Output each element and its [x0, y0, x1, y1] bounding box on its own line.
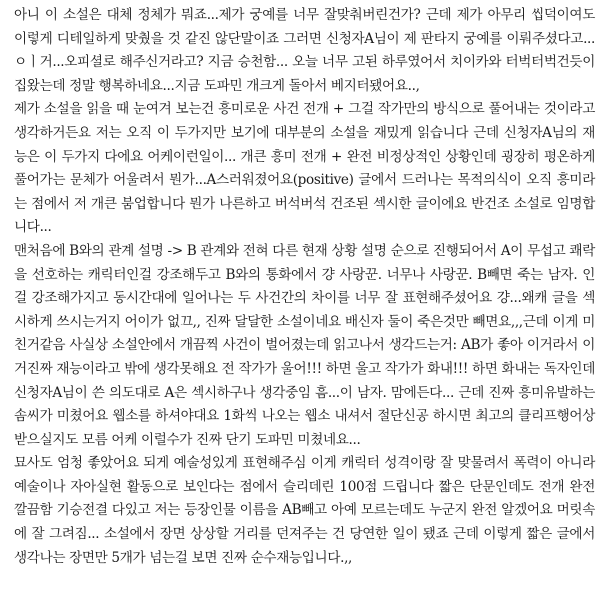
paragraph-plot-analysis: 맨처음에 B와의 관계 설명 -> B 관계와 전혀 다른 현재 상황 설명 순으로 진행되어서 A이 무섭고 쾌락을 선호하는 캐릭터인걸 강조해두고 B와의 통화에서 걍 사랑꾼. 너무나 사랑꾼. B빼면 죽는 남자. 인걸 강조해가지고 동시간대에 일어나는 두 사건간의 차이를 너무 잘 표현해주셨어요 걍...왜캐 글을 섹시하게 쓰시는거지 어이가 없끄,, 진짜 달달한 소설이네요 배신자 둘이 죽은것만 빼면요,,,근데 이게 미친거같음 사실상 소설안에서 개끔찍 사건이 벌어졌는데 읽고나서 생각드는거: AB가 좋아 이거라서 이거진짜 재능이라고 밖에 생각못해요 전 작가가 울어!!! 하면 울고 작가가 화내!!! 하면 화내는 독자인데 신청자A님이 쓴 의도대로 A은 섹시하구나 생각중임 흠...이 남자. 맘에든다... 근데 진짜 흥미유발하는 솜씨가 미쳤어요 웹소를 하셔야대요 1화씩 나오는 웹소 내셔서 절단신공 하시면 최고의 클리프행어상 받으실지도 모름 어케 이럴수가 진짜 단기 도파민 미쳤네요... [14, 242, 595, 448]
paragraph-description-praise: 묘사도 엄청 좋았어요 되게 예술성있게 표현해주심 이게 캐릭터 성격이랑 잘 맞물려서 폭력이 아니라 예술이나 자아실현 활동으로 보인다는 점에서 슬리데린 100점 드립니다 짧은 단문인데도 전개 완전 깔끔함 기승전결 다있고 저는 등장인물 이름을 AB빼고 아예 모르는데도 누군지 완전 알겠어요 머릿속에 잘 그려짐... 소설에서 장면 상상할 거리를 던져주는 건 당연한 일이 됐죠 근데 이렇게 짧은 글에서 생각나는 장면만 5개가 넘는걸 보면 진짜 순수재능입니다.,, [14, 455, 595, 566]
paragraph-writing-style: 제가 소설을 읽을 때 눈여겨 보는건 흥미로운 사건 전개 + 그걸 작가만의 방식으로 풀어내는 것이라고 생각하거든요 저는 오직 이 두가지만 보기에 대부분의 소설을 재밌게 읽습니다 근데 신청자A님의 재능은 이 두가지 다에요 어케이런일이... 개큰 흥미 전개 + 완전 비정상적인 상황인데 굉장히 평온하게 풀어가는 문체가 어울려서 뭔가...A스러워졌어요(positive) 글에서 드러나는 목적의식이 오직 흥미라는 점에서 저 개큰 붐업합니다 뭔가 나른하고 버석버석 건조된 섹시한 글이에요 반건조 소설로 임명합니다... [14, 101, 595, 236]
paragraph-intro-reaction: 아니 이 소설은 대체 정체가 뭐죠...제가 궁예를 너무 잘맞춰버린건가? 근데 제가 아무리 씹덕이여도 이렇게 디테일하게 맞췄을 것 같진 않단말이죠 그러면 신청자A님이 제 판타지 궁예를 이뤄주셨다고...ㅇㅣ거...오피셜로 해주신거라고? 지금 승천함... 오늘 너무 고된 하루였어서 치이카와 터벅터벅건듯이 집왔는데 정말 행복하네요...지금 도파민 개크게 돌아서 베지터됐어요.., [14, 7, 595, 94]
